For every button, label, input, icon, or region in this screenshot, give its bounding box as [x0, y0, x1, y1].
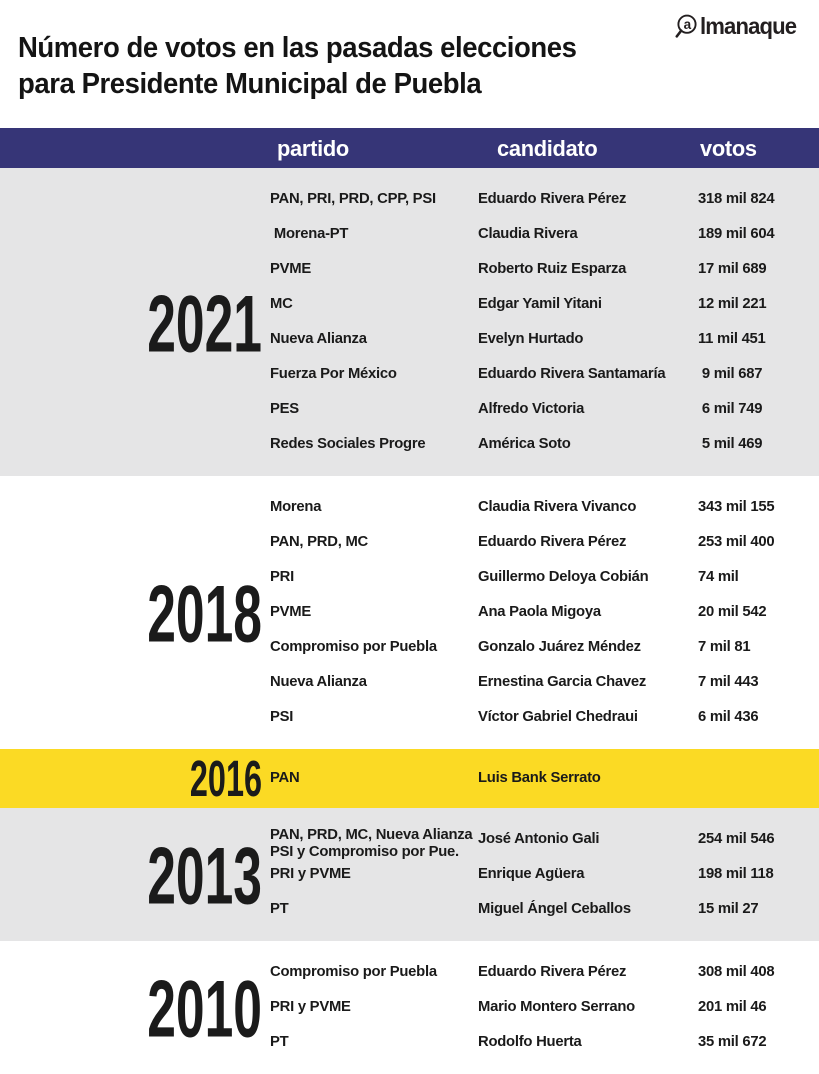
cell-votos: 5 mil 469 [698, 435, 763, 452]
cell-partido: Morena-PT [270, 225, 349, 242]
cell-partido: Compromiso por Puebla [270, 638, 437, 655]
cell-candidato: Guillermo Deloya Cobián [478, 568, 649, 585]
table-row [0, 287, 819, 322]
cell-candidato: Eduardo Rivera Pérez [478, 190, 627, 207]
cell-partido-line-2: PSI y Compromiso por Pue. [270, 843, 459, 860]
cell-candidato: Mario Montero Serrano [478, 998, 635, 1015]
cell-candidato: Rodolfo Huerta [478, 1033, 582, 1050]
cell-votos: 253 mil 400 [698, 533, 775, 550]
cell-partido: PVME [270, 260, 311, 277]
table-row [0, 630, 819, 665]
table-row [0, 490, 819, 525]
cell-candidato: Eduardo Rivera Pérez [478, 963, 627, 980]
section-rows [0, 808, 819, 927]
cell-votos: 12 mil 221 [698, 295, 767, 312]
cell-votos: 343 mil 155 [698, 498, 775, 515]
cell-partido: Nueva Alianza [270, 673, 367, 690]
table-row [0, 990, 819, 1025]
cell-votos: 318 mil 824 [698, 190, 775, 207]
cell-votos: 308 mil 408 [698, 963, 775, 980]
table-row [0, 892, 819, 927]
cell-partido-line-1: PAN, PRD, MC, Nueva Alianza [270, 826, 473, 843]
table-body [0, 168, 819, 1074]
cell-partido: PAN, PRD, MC [270, 533, 369, 550]
cell-votos: 15 mil 27 [698, 900, 759, 917]
cell-partido: Morena [270, 498, 322, 515]
cell-votos: 201 mil 46 [698, 998, 767, 1015]
cell-candidato: Víctor Gabriel Chedraui [478, 708, 638, 725]
cell-partido: PAN [270, 769, 300, 786]
year-label-2013: 2013 [147, 830, 262, 922]
table-row [0, 761, 819, 796]
cell-votos: 17 mil 689 [698, 260, 767, 277]
section-rows [0, 941, 819, 1060]
cell-votos: 74 mil [698, 568, 739, 585]
table-row [0, 427, 819, 462]
cell-candidato: Ana Paola Migoya [478, 603, 601, 620]
cell-votos: 198 mil 118 [698, 865, 774, 882]
cell-partido: Compromiso por Puebla [270, 963, 437, 980]
year-section-2018 [0, 476, 819, 749]
cell-candidato: Roberto Ruiz Esparza [478, 260, 627, 277]
table-row [0, 955, 819, 990]
cell-candidato: Ernestina Garcia Chavez [478, 673, 647, 690]
cell-partido: PRI y PVME [270, 998, 351, 1015]
header-area [0, 0, 819, 128]
table-column-header [0, 128, 819, 168]
table-row [0, 252, 819, 287]
almanaque-logo [675, 14, 800, 39]
cell-candidato: Enrique Agüera [478, 865, 585, 882]
cell-partido: PRI y PVME [270, 865, 351, 882]
table-row [0, 560, 819, 595]
section-rows [0, 476, 819, 735]
cell-partido: PAN, PRI, PRD, CPP, PSI [270, 190, 436, 207]
cell-candidato: Edgar Yamil Yitani [478, 295, 602, 312]
column-header-votos: votos [700, 136, 757, 161]
year-label-2016: 2016 [189, 750, 262, 808]
table-row [0, 525, 819, 560]
cell-votos: 11 mil 451 [698, 330, 766, 347]
cell-partido: PES [270, 400, 299, 417]
table-row [0, 595, 819, 630]
cell-votos: 6 mil 436 [698, 708, 759, 725]
column-header-partido: partido [277, 136, 349, 161]
cell-partido: Fuerza Por México [270, 365, 397, 382]
page-title-line-2: para Presidente Municipal de Puebla [18, 68, 482, 100]
brand-wordmark: lmanaque [699, 13, 796, 39]
cell-partido: PT [270, 1033, 289, 1050]
table-row [0, 357, 819, 392]
table-row [0, 322, 819, 357]
cell-candidato: Gonzalo Juárez Méndez [478, 638, 641, 655]
cell-candidato: Eduardo Rivera Pérez [478, 533, 627, 550]
cell-candidato: Evelyn Hurtado [478, 330, 584, 347]
table-row [0, 700, 819, 735]
table-row [0, 182, 819, 217]
cell-partido [270, 826, 472, 860]
section-rows [0, 749, 819, 796]
table-row [0, 665, 819, 700]
cell-partido: PSI [270, 708, 294, 725]
cell-candidato: Claudia Rivera Vivanco [478, 498, 637, 515]
cell-candidato: Miguel Ángel Ceballos [478, 900, 631, 917]
year-label-2010: 2010 [147, 963, 262, 1055]
cell-partido: Redes Sociales Progre [270, 435, 426, 452]
table-row [0, 1025, 819, 1060]
cell-votos: 254 mil 546 [698, 830, 775, 847]
cell-partido: MC [270, 295, 293, 312]
table-row [0, 857, 819, 892]
page-title-line-1: Número de votos en las pasadas elecciones [18, 32, 577, 64]
table-row [0, 822, 819, 860]
column-header-candidato: candidato [497, 136, 598, 161]
year-section-2013 [0, 808, 819, 941]
cell-votos: 7 mil 81 [698, 638, 751, 655]
cell-partido: PT [270, 900, 289, 917]
cell-votos: 7 mil 443 [698, 673, 759, 690]
at-magnifier-icon [675, 14, 700, 39]
cell-votos: 9 mil 687 [698, 365, 763, 382]
cell-partido: PVME [270, 603, 311, 620]
year-section-2010 [0, 941, 819, 1074]
cell-candidato: Alfredo Victoria [478, 400, 585, 417]
year-label-2018: 2018 [147, 568, 262, 660]
cell-votos: 35 mil 672 [698, 1033, 767, 1050]
cell-votos: 20 mil 542 [698, 603, 767, 620]
svg-text:a: a [683, 17, 691, 33]
cell-candidato: Luis Bank Serrato [478, 769, 601, 786]
year-section-2016 [0, 749, 819, 808]
cell-votos: 6 mil 749 [698, 400, 763, 417]
cell-votos: 189 mil 604 [698, 225, 775, 242]
year-label-2021: 2021 [147, 278, 262, 369]
page-title [18, 30, 655, 102]
section-rows [0, 168, 819, 462]
cell-partido: Nueva Alianza [270, 330, 367, 347]
table-row [0, 217, 819, 252]
year-section-2021 [0, 168, 819, 476]
cell-candidato: Eduardo Rivera Santamaría [478, 365, 666, 382]
table-row [0, 392, 819, 427]
cell-candidato: José Antonio Gali [478, 830, 600, 847]
cell-candidato: América Soto [478, 435, 571, 452]
cell-candidato: Claudia Rivera [478, 225, 578, 242]
cell-partido: PRI [270, 568, 294, 585]
